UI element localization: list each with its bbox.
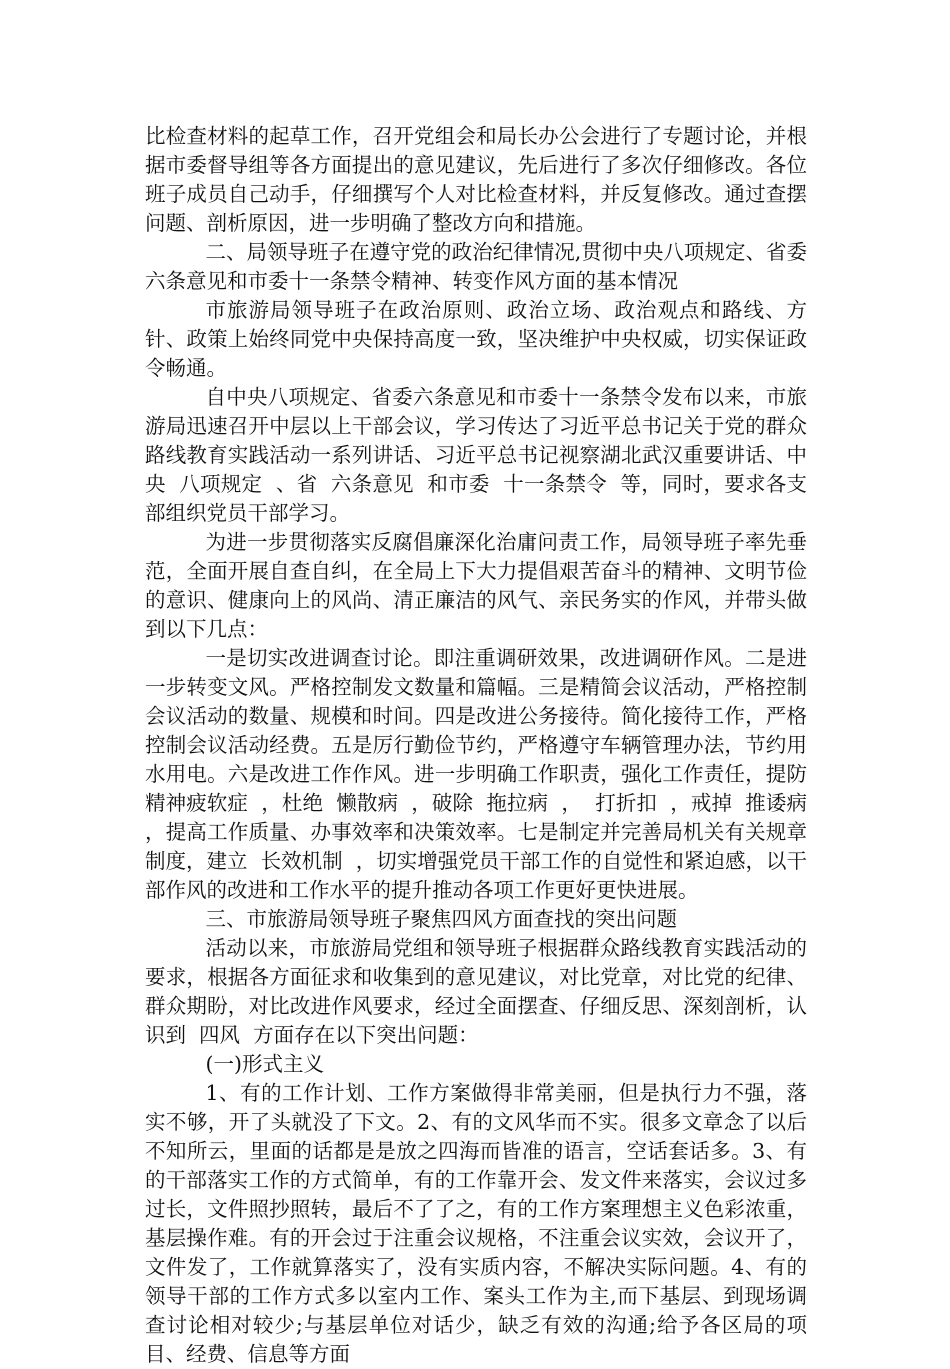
- paragraph-5: 为进一步贯彻落实反腐倡廉深化治庸问责工作，局领导班子率先垂范，全面开展自查自纠，在全局上下大力提倡艰苦奋斗的精神、文明节俭的意识、健康向上的风尚、清正廉洁的风气、亲民务实的作风，并带头做到以下几点：: [145, 530, 807, 641]
- paragraph-3: 市旅游局领导班子在政治原则、政治立场、政治观点和路线、方针、政策上始终同党中央保持高度一致，坚决维护中央权威，切实保证政令畅通。: [145, 298, 807, 380]
- section-heading-2: 二、局领导班子在遵守党的政治纪律情况,贯彻中央八项规定、省委六条意见和市委十一条禁令精神、转变作风方面的基本情况: [145, 240, 807, 293]
- paragraph-8: 活动以来，市旅游局党组和领导班子根据群众路线教育实践活动的要求，根据各方面征求和收集到的意见建议，对比党章，对比党的纪律、群众期盼，对比改进作风要求，经过全面摆查、仔细反思、深刻剖析，认识到 四风 方面存在以下突出问题：: [145, 936, 807, 1047]
- section-heading-3: 三、市旅游局领导班子聚焦四风方面查找的突出问题: [205, 907, 677, 931]
- paragraph-4: 自中央八项规定、省委六条意见和市委十一条禁令发布以来，市旅游局迅速召开中层以上干部会议，学习传达了习近平总书记关于党的群众路线教育实践活动一系列讲话、习近平总书记视察湖北武汉重要讲话、中央 八项规定 、省 六条意见 和市委 十一条禁令 等，同时，要求各支部组织党员干部学习。: [145, 385, 807, 525]
- paragraph-10: 1、有的工作计划、工作方案做得非常美丽，但是执行力不强，落实不够，开了头就没了下文。2、有的文风华而不实。很多文章念了以后不知所云，里面的话都是是放之四海而皆准的语言，空话套话多。3、有的干部落实工作的方式简单，有的工作靠开会、发文件来落实，会议过多过长，文件照抄照转，最后不了了之，有的工作方案理想主义色彩浓重，基层操作难。有的开会过于注重会议规格，不注重会议实效，会议开了，文件发了，工作就算落实了，没有实质内容，不解决实际问题。4、有的领导干部的工作方式多以室内工作、案头工作为主,而下基层、到现场调查讨论相对较少;与基层单位对话少，缺乏有效的沟通;给予各区局的项目、经费、信息等方面: [145, 1081, 807, 1366]
- paragraph-1: 比检查材料的起草工作，召开党组会和局长办公会进行了专题讨论，并根据市委督导组等各方面提出的意见建议，先后进行了多次仔细修改。各位班子成员自己动手，仔细撰写个人对比检查材料，并反复修改。通过查摆问题、剖析原因，进一步明确了整改方向和措施。: [145, 124, 807, 235]
- document-body: [145, 122, 821, 1369]
- subheading-formalism: (一)形式主义: [205, 1052, 324, 1076]
- paragraph-6: 一是切实改进调查讨论。即注重调研效果，改进调研作风。二是进一步转变文风。严格控制发文数量和篇幅。三是精简会议活动，严格控制会议活动的数量、规模和时间。四是改进公务接待。简化接待工作，严格控制会议活动经费。五是厉行勤俭节约，严格遵守车辆管理办法，节约用水用电。六是改进工作作风。进一步明确工作职责，强化工作责任，提防 精神疲软症 ，杜绝 懒散病 ，破除 拖拉病 ， 打折扣 ，戒掉 推诿病 ，提高工作质量、办事效率和决策效率。七是制定并完善局机关有关规章制度，建立 长效机制 ，切实增强党员干部工作的自觉性和紧迫感，以干部作风的改进和工作水平的提升推动各项工作更好更快进展。: [145, 646, 821, 902]
